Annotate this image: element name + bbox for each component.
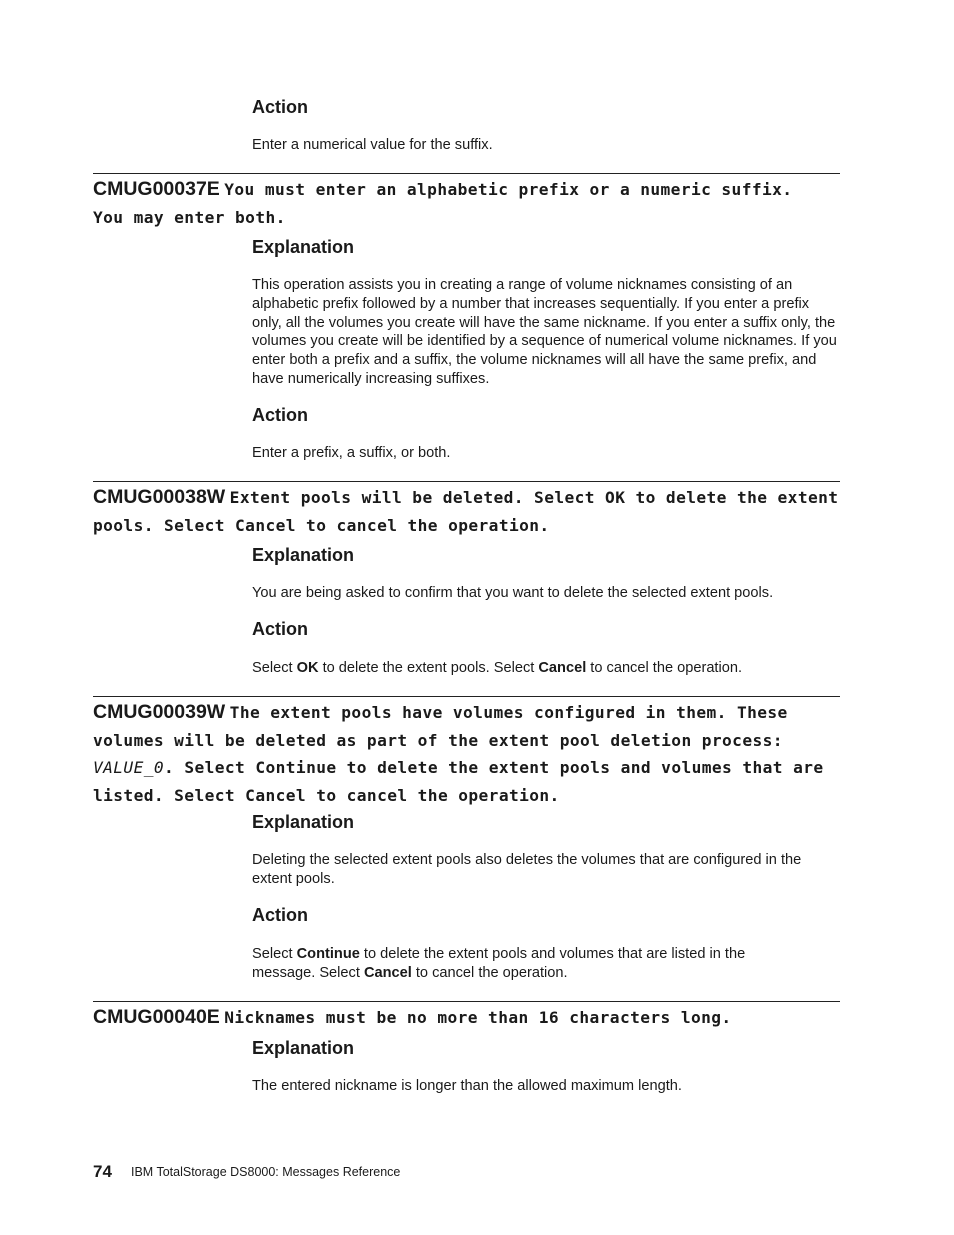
message-text: Nicknames must be no more than 16 characters long. [224, 1008, 732, 1027]
continue-keyword: Continue [296, 946, 360, 962]
footer-title: IBM TotalStorage DS8000: Messages Reference [131, 1165, 401, 1179]
message-code: CMUG00038W [93, 486, 226, 508]
explanation-text: You are being asked to confirm that you want to delete the selected extent pools. [252, 585, 774, 601]
action-heading: Action [252, 619, 308, 639]
message-code: CMUG00040E [93, 1006, 220, 1028]
cancel-keyword: Cancel [363, 964, 412, 981]
explanation-heading: Explanation [252, 545, 355, 565]
action-text [252, 659, 842, 678]
message-text: The extent pools have volumes configured in them. These volumes will be deleted as part of the extent pool deletion process: [93, 703, 788, 750]
explanation-text: The entered nickname is longer than the allowed maximum length. [252, 1078, 682, 1094]
action-text-part: to cancel the operation. [411, 964, 568, 981]
section-divider [93, 481, 840, 482]
cancel-keyword: Cancel [538, 660, 587, 676]
message-code: CMUG00039W [93, 701, 226, 723]
message-text: You must enter an alphabetic prefix or a numeric suffix. You may enter both. [93, 180, 793, 227]
action-text-part: to delete the extent pools and volumes that are listed in the message. Select [252, 946, 746, 981]
action-text: Enter a numerical value for the suffix. [252, 137, 493, 153]
message-title [93, 176, 793, 232]
action-text-part: Select [252, 946, 297, 962]
message-title [93, 484, 853, 540]
action-heading: Action [252, 905, 308, 925]
message-text: . Select Continue to delete the extent pools and volumes that are listed. Select Cancel to cancel the operation. [93, 758, 824, 805]
message-title [93, 1004, 853, 1033]
section-divider [93, 696, 840, 697]
message-variable: VALUE_0 [93, 758, 165, 777]
action-text-part: Select [252, 660, 297, 676]
action-text: Enter a prefix, a suffix, or both. [252, 445, 451, 461]
ok-keyword: OK [296, 660, 319, 676]
explanation-text: This operation assists you in creating a range of volume nicknames consisting of an alphabetic prefix followed by a number that increases sequentially. If you enter a prefix only, all the volumes you create will have the same nickname. If you enter a suffix only, the volumes you create will be identified by a sequence of numerical volume nicknames. If you enter both a prefix and a suffix, the volume nicknames will all have the same prefix, and have numerically increasing suffixes. [252, 277, 837, 387]
action-text-part: to cancel the operation. [586, 660, 743, 676]
action-text-part: to delete the extent pools. Select [318, 660, 539, 676]
explanation-heading: Explanation [252, 812, 355, 832]
section-divider [93, 1001, 840, 1002]
action-text [252, 945, 812, 983]
explanation-heading: Explanation [252, 237, 355, 257]
message-title [93, 699, 828, 810]
page-number: 74 [93, 1162, 112, 1181]
action-heading: Action [252, 97, 308, 117]
action-heading: Action [252, 405, 308, 425]
explanation-heading: Explanation [252, 1038, 355, 1058]
message-text: Extent pools will be deleted. Select OK to delete the extent pools. Select Cancel to cancel the operation. [93, 488, 839, 535]
section-divider [93, 173, 840, 174]
explanation-text: Deleting the selected extent pools also deletes the volumes that are configured in the extent pools. [252, 852, 802, 887]
message-code: CMUG00037E [93, 178, 220, 200]
